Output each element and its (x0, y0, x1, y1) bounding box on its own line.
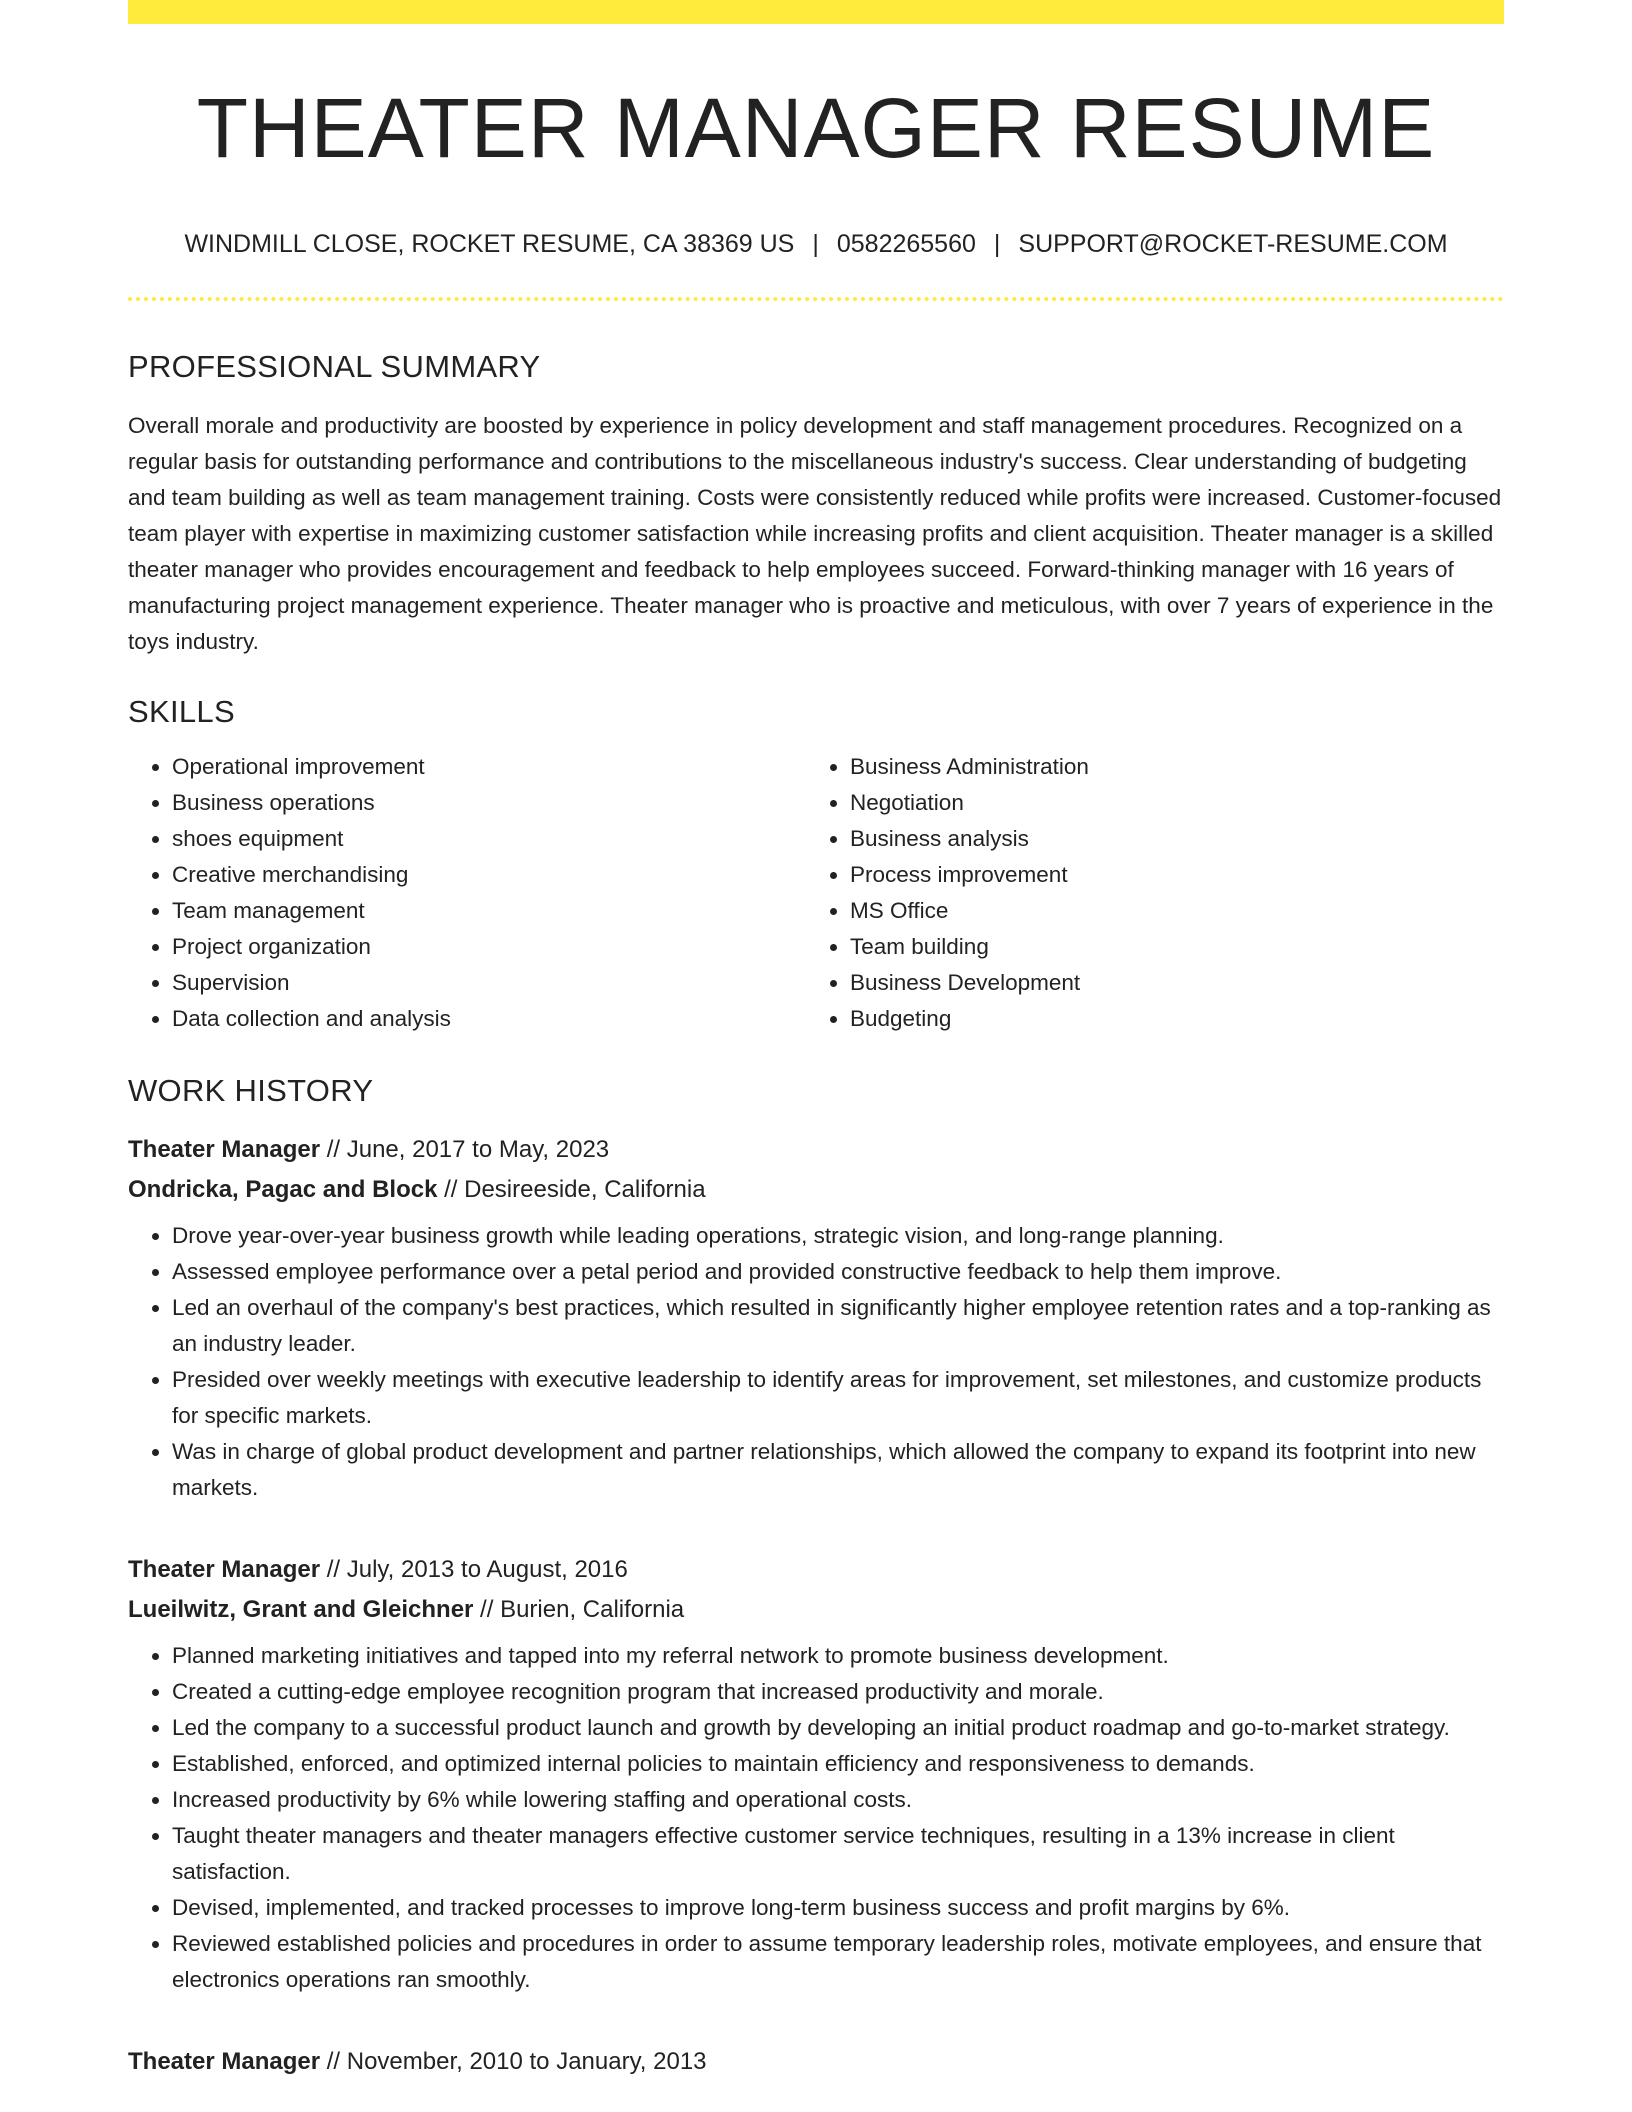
summary-heading: PROFESSIONAL SUMMARY (128, 349, 541, 384)
job-bullet: • Drove year-over-year business growth while leading operations, strategic vision, and long-range planning. (172, 1218, 1504, 1254)
skill-item: • Creative merchandising (172, 857, 806, 893)
job-company: Ondricka, Pagac and Block (128, 1176, 438, 1203)
job-entry (128, 1130, 1504, 1506)
job-title-line (128, 1550, 1504, 1590)
accent-bar (128, 0, 1504, 24)
resume-page (128, 0, 1504, 2082)
skill-item: • Business operations (172, 785, 806, 821)
skill-item: • shoes equipment (172, 821, 806, 857)
email: SUPPORT@ROCKET-RESUME.COM (1018, 230, 1448, 258)
job-company-line (128, 1170, 1504, 1210)
skill-item: • Data collection and analysis (172, 1001, 806, 1037)
skill-item: • Negotiation (850, 785, 1484, 821)
job-title-line (128, 1130, 1504, 1170)
skill-item: • Project organization (172, 929, 806, 965)
job-bullet: • Planned marketing initiatives and tapped into my referral network to promote business development. (172, 1638, 1504, 1674)
job-title: Theater Manager (128, 1136, 321, 1163)
job-bullet: • Reviewed established policies and procedures in order to assume temporary leadership roles, motivate employees, and ensure that electronics operations ran smoothly. (172, 1926, 1504, 1998)
skill-item: • MS Office (850, 893, 1484, 929)
skill-item: • Business analysis (850, 821, 1484, 857)
address: WINDMILL CLOSE, ROCKET RESUME, CA 38369 US (184, 230, 795, 258)
job-bullet: • Led the company to a successful product launch and growth by developing an initial product roadmap and go-to-market strategy. (172, 1710, 1504, 1746)
skills-column-right (806, 749, 1484, 1037)
skill-item: • Budgeting (850, 1001, 1484, 1037)
contact-separator: | (812, 230, 819, 258)
job-title: Theater Manager (128, 2048, 321, 2075)
skills-heading: SKILLS (128, 694, 235, 729)
job-location: // Desireeside, California (437, 1176, 706, 1203)
skill-item: • Operational improvement (172, 749, 806, 785)
skill-item: • Business Administration (850, 749, 1484, 785)
job-title-line (128, 2042, 1504, 2082)
job-bullet: • Devised, implemented, and tracked processes to improve long-term business success and profit margins by 6%. (172, 1890, 1504, 1926)
job-bullet: • Increased productivity by 6% while lowering staffing and operational costs. (172, 1782, 1504, 1818)
skill-item: • Team management (172, 893, 806, 929)
job-company: Lueilwitz, Grant and Gleichner (128, 1596, 474, 1623)
job-bullet: • Taught theater managers and theater managers effective customer service techniques, resulting in a 13% increase in client satisfaction. (172, 1818, 1504, 1890)
job-bullets (128, 1638, 1504, 1998)
skill-item: • Process improvement (850, 857, 1484, 893)
phone: 0582265560 (836, 230, 976, 258)
dotted-divider (128, 297, 1504, 301)
job-bullet: • Led an overhaul of the company's best practices, which resulted in significantly higher employee retention rates and a top-ranking as an industry leader. (172, 1290, 1504, 1362)
job-location: // Burien, California (473, 1596, 685, 1623)
job-bullet: • Presided over weekly meetings with executive leadership to identify areas for improvement, set milestones, and customize products for specific markets. (172, 1362, 1504, 1434)
job-title: Theater Manager (128, 1556, 321, 1583)
job-entry (128, 2042, 1504, 2082)
job-dates: // June, 2017 to May, 2023 (320, 1136, 610, 1163)
summary-text: Overall morale and productivity are boosted by experience in policy development and staff management procedures. Recognized on a regular basis for outstanding performance and contributions to the miscellaneous industry's success. Clear understanding of budgeting and team building as well as team management training. Costs were consistently reduced while profits were increased. Customer-focused team player with expertise in maximizing customer satisfaction while increasing profits and client acquisition. Theater manager is a skilled theater manager who provides encouragement and feedback to help employees succeed. Forward-thinking manager with 16 years of manufacturing project management experience. Theater manager who is proactive and meticulous, with over 7 years of experience in the toys industry. (128, 413, 1502, 654)
work-history-heading: WORK HISTORY (128, 1073, 374, 1108)
job-bullet: • Created a cutting-edge employee recognition program that increased productivity and morale. (172, 1674, 1504, 1710)
job-bullets (128, 1218, 1504, 1506)
page-title: THEATER MANAGER RESUME (196, 81, 1436, 175)
skills-list (128, 749, 1504, 1037)
skill-item: • Supervision (172, 965, 806, 1001)
job-bullet: • Established, enforced, and optimized internal policies to maintain efficiency and responsiveness to demands. (172, 1746, 1504, 1782)
job-bullet: • Assessed employee performance over a petal period and provided constructive feedback to help them improve. (172, 1254, 1504, 1290)
job-bullet: • Was in charge of global product development and partner relationships, which allowed the company to expand its footprint into new markets. (172, 1434, 1504, 1506)
skill-item: • Business Development (850, 965, 1484, 1001)
job-dates: // July, 2013 to August, 2016 (320, 1556, 628, 1583)
job-entry (128, 1550, 1504, 1998)
contact-line (128, 232, 1504, 257)
contact-separator: | (993, 230, 1001, 258)
job-dates: // November, 2010 to January, 2013 (320, 2048, 707, 2075)
job-company-line (128, 1590, 1504, 1630)
skills-column-left (128, 749, 806, 1037)
skill-item: • Team building (850, 929, 1484, 965)
